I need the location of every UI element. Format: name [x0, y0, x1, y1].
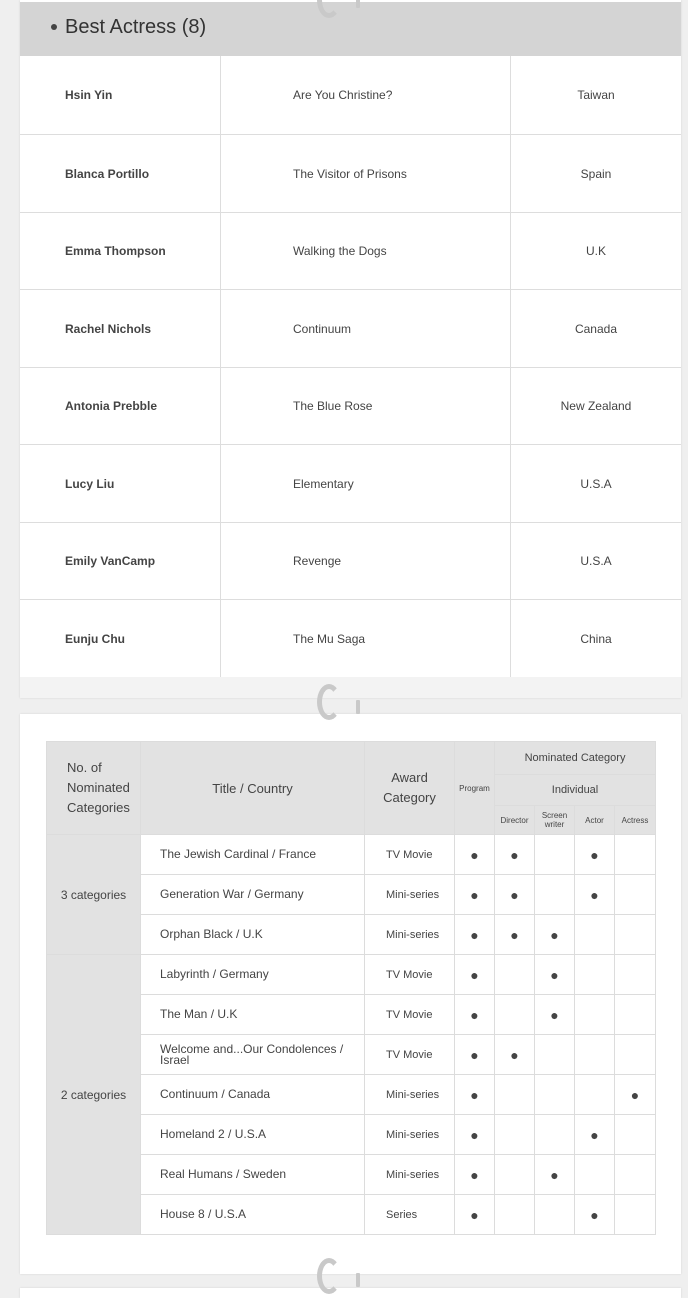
actor-mark — [575, 1035, 615, 1075]
header-award-category: Award Category — [365, 742, 455, 835]
actress-mark — [615, 915, 656, 955]
actor-mark — [575, 915, 615, 955]
title-country: Homeland 2 / U.S.A — [141, 1115, 365, 1155]
actress-mark — [615, 1035, 656, 1075]
actress-mark: ● — [615, 1075, 656, 1115]
table-row — [20, 368, 681, 445]
binder-ring-tail-icon — [356, 0, 360, 8]
actor-mark — [575, 1075, 615, 1115]
program-mark: ● — [455, 1035, 495, 1075]
actress-mark — [615, 875, 656, 915]
program-title: Are You Christine? — [221, 56, 511, 134]
actress-name: Hsin Yin — [20, 56, 221, 134]
program-mark: ● — [455, 955, 495, 995]
writer-mark — [535, 835, 575, 875]
actress-mark — [615, 955, 656, 995]
country: Spain — [580, 166, 612, 181]
program-mark: ● — [455, 875, 495, 915]
program-mark: ● — [455, 1115, 495, 1155]
writer-mark — [535, 875, 575, 915]
header-title-country: Title / Country — [141, 742, 365, 835]
group-label: 3 categories — [47, 835, 141, 955]
actress-name: Antonia Prebble — [20, 368, 221, 444]
program-mark: ● — [455, 915, 495, 955]
table-row — [47, 835, 656, 875]
table-row — [20, 135, 681, 213]
program-title: The Mu Saga — [221, 600, 511, 677]
header-program: Program — [455, 742, 495, 835]
actor-mark — [575, 995, 615, 1035]
binder-ring-icon — [317, 684, 341, 720]
program-title: The Visitor of Prisons — [221, 135, 511, 212]
program-mark: ● — [455, 1155, 495, 1195]
award-category: Mini-series — [365, 915, 455, 955]
program-mark: ● — [455, 835, 495, 875]
actress-mark — [615, 1195, 656, 1235]
actress-name: Eunju Chu — [20, 600, 221, 677]
country: U.S.A — [580, 476, 612, 491]
actor-mark: ● — [575, 1115, 615, 1155]
writer-mark — [535, 1075, 575, 1115]
actor-mark — [575, 1155, 615, 1195]
director-mark — [495, 995, 535, 1035]
program-mark: ● — [455, 1075, 495, 1115]
next-card — [20, 1288, 681, 1298]
table-row — [20, 600, 681, 677]
director-mark — [495, 1155, 535, 1195]
award-category: TV Movie — [365, 995, 455, 1035]
country: Taiwan — [577, 88, 615, 102]
director-mark: ● — [495, 835, 535, 875]
actress-name: Lucy Liu — [20, 445, 221, 522]
header-actor: Actor — [575, 806, 615, 835]
award-category: Mini-series — [365, 1155, 455, 1195]
program-title: Elementary — [221, 445, 511, 522]
writer-mark — [535, 1035, 575, 1075]
title-country: Orphan Black / U.K — [141, 915, 365, 955]
program-title: Continuum — [221, 290, 511, 367]
table-row — [20, 213, 681, 290]
title-country: Real Humans / Sweden — [141, 1155, 365, 1195]
writer-mark: ● — [535, 995, 575, 1035]
award-category: TV Movie — [365, 835, 455, 875]
director-mark — [495, 1075, 535, 1115]
actor-mark: ● — [575, 835, 615, 875]
table-row — [47, 955, 656, 995]
binder-ring-tail-icon — [356, 1273, 360, 1287]
program-title: The Blue Rose — [221, 368, 511, 444]
actress-mark — [615, 835, 656, 875]
award-category: Mini-series — [365, 1115, 455, 1155]
country: China — [580, 631, 612, 646]
nominations-table — [46, 741, 656, 1235]
writer-mark — [535, 1195, 575, 1235]
title-country: Continuum / Canada — [141, 1075, 365, 1115]
director-mark — [495, 1195, 535, 1235]
actress-name: Blanca Portillo — [20, 135, 221, 212]
header-nominated-category: Nominated Category — [495, 742, 656, 775]
actress-mark — [615, 1115, 656, 1155]
title-country: Labyrinth / Germany — [141, 955, 365, 995]
best-actress-card — [20, 0, 681, 698]
card-footer — [20, 677, 681, 698]
director-mark: ● — [495, 1035, 535, 1075]
binder-ring-tail-icon — [356, 700, 360, 714]
actress-name: Emily VanCamp — [20, 523, 221, 599]
award-category: TV Movie — [365, 955, 455, 995]
director-mark: ● — [495, 915, 535, 955]
table-row — [20, 290, 681, 368]
award-category: Mini-series — [365, 875, 455, 915]
award-category: TV Movie — [365, 1035, 455, 1075]
writer-mark: ● — [535, 1155, 575, 1195]
program-mark: ● — [455, 1195, 495, 1235]
actress-name: Rachel Nichols — [20, 290, 221, 367]
program-mark: ● — [455, 995, 495, 1035]
actor-mark: ● — [575, 1195, 615, 1235]
actor-mark — [575, 955, 615, 995]
best-actress-header — [20, 2, 681, 56]
section-title: Best Actress (8) — [65, 16, 207, 38]
group-label: 2 categories — [47, 955, 141, 1235]
director-mark: ● — [495, 875, 535, 915]
actor-mark: ● — [575, 875, 615, 915]
nominations-card — [20, 714, 681, 1274]
header-no-of-nominated: No. of Nominated Categories — [47, 742, 141, 835]
binder-ring-icon — [317, 1258, 341, 1294]
award-category: Mini-series — [365, 1075, 455, 1115]
title-country: Welcome and...Our Condolences / Israel — [141, 1035, 365, 1075]
country: U.K — [585, 244, 606, 258]
country: New Zealand — [560, 399, 632, 413]
table-row — [20, 56, 681, 135]
writer-mark — [535, 1115, 575, 1155]
writer-mark: ● — [535, 955, 575, 995]
title-country: House 8 / U.S.A — [141, 1195, 365, 1235]
header-director: Director — [495, 806, 535, 835]
program-title: Walking the Dogs — [221, 213, 511, 289]
country: Canada — [574, 321, 618, 336]
table-row — [20, 523, 681, 600]
table-row — [20, 445, 681, 523]
title-country: The Jewish Cardinal / France — [141, 835, 365, 875]
bullet-icon — [51, 24, 57, 30]
title-country: The Man / U.K — [141, 995, 365, 1035]
writer-mark: ● — [535, 915, 575, 955]
header-screen-writer: Screen writer — [535, 806, 575, 835]
actress-mark — [615, 995, 656, 1035]
actress-mark — [615, 1155, 656, 1195]
program-title: Revenge — [221, 523, 511, 599]
director-mark — [495, 955, 535, 995]
director-mark — [495, 1115, 535, 1155]
actress-name: Emma Thompson — [20, 213, 221, 289]
header-individual: Individual — [495, 775, 656, 806]
award-category: Series — [365, 1195, 455, 1235]
country: U.S.A — [580, 554, 612, 568]
header-actress: Actress — [615, 806, 656, 835]
title-country: Generation War / Germany — [141, 875, 365, 915]
